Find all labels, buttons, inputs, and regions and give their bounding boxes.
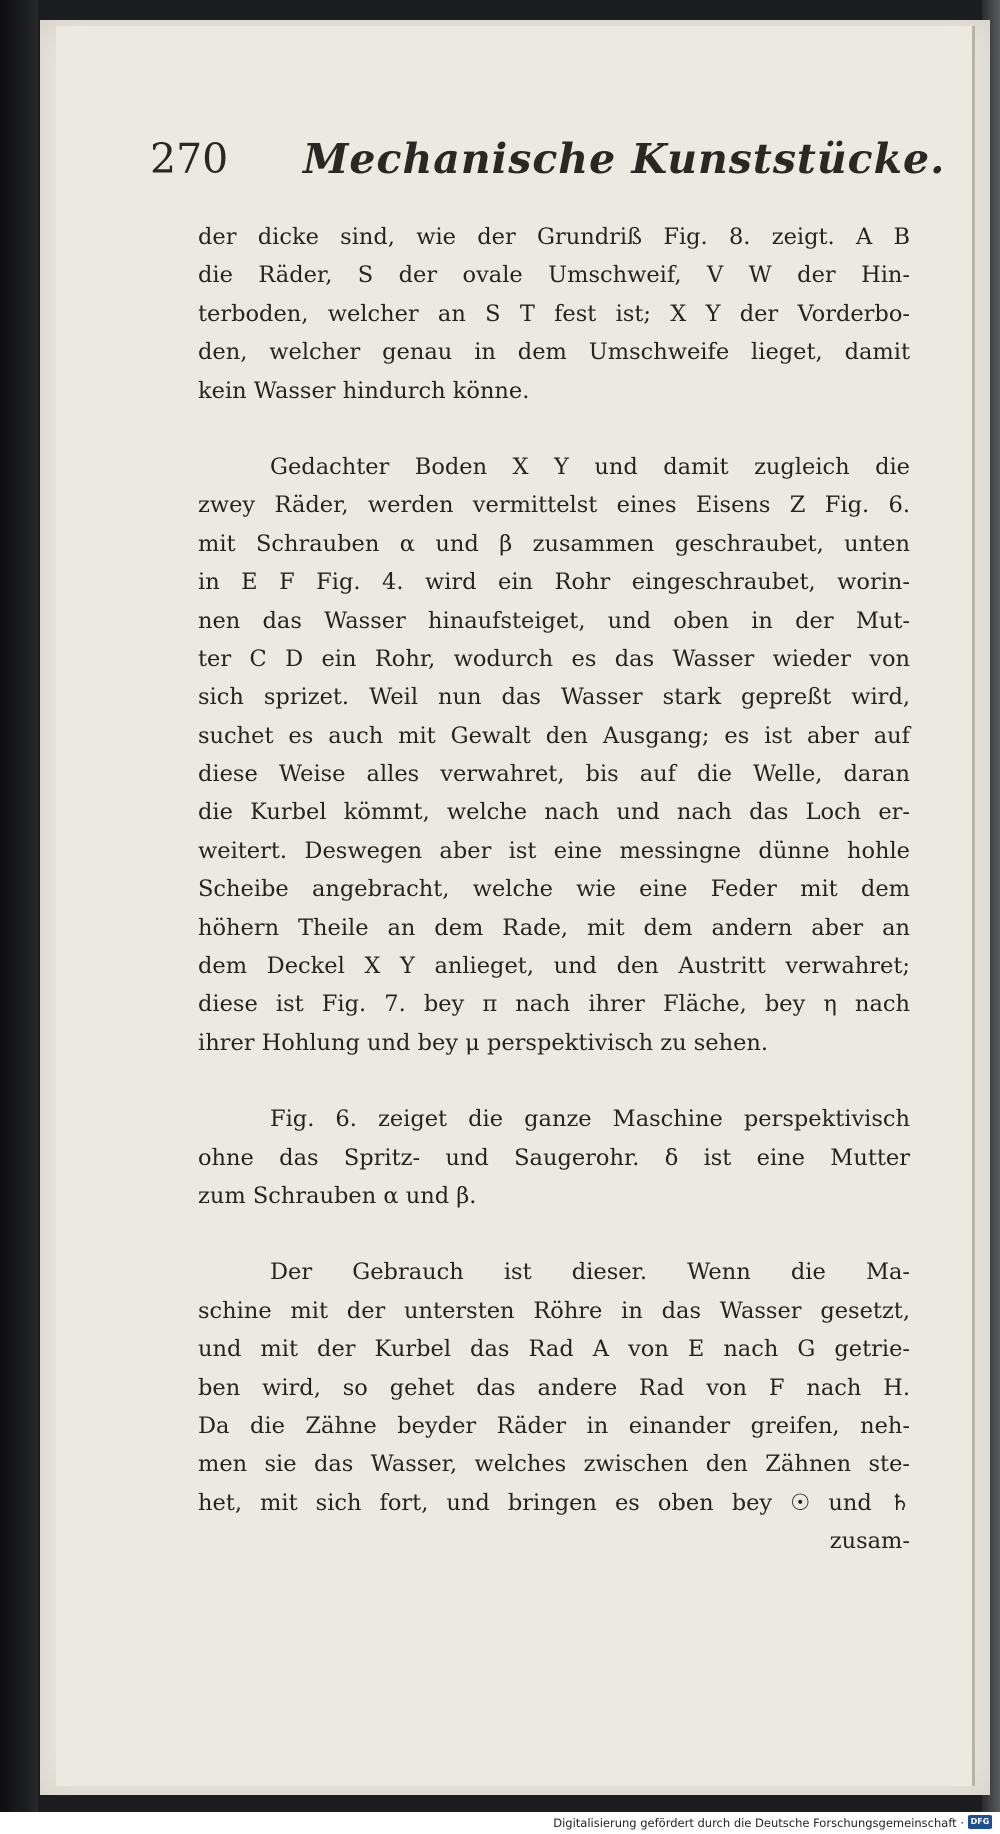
text-line: Gedachter Boden X Y und damit zugleich die bbox=[270, 453, 910, 480]
text-line: ohne das Spritz- und Saugerohr. δ ist eine Mutter bbox=[198, 1144, 910, 1171]
text-line: in E F Fig. 4. wird ein Rohr eingeschraubet, worin- bbox=[198, 569, 910, 596]
body-text bbox=[198, 218, 910, 1561]
text-line: der dicke sind, wie der Grundriß Fig. 8. zeigt. A B bbox=[198, 224, 910, 250]
text-line: Scheibe angebracht, welche wie eine Feder mit dem bbox=[198, 876, 910, 903]
text-line: schine mit der untersten Röhre in das Wasser gesetzt, bbox=[198, 1297, 910, 1324]
text-line: dem Deckel X Y anlieget, und den Austritt verwahret; bbox=[198, 953, 910, 980]
text-line: diese Weise alles verwahret, bis auf die Welle, daran bbox=[198, 761, 910, 788]
text-line: Fig. 6. zeiget die ganze Maschine perspektivisch bbox=[270, 1106, 910, 1133]
text-line: Der Gebrauch ist dieser. Wenn die Ma- bbox=[270, 1259, 910, 1286]
running-title: Mechanische Kunststücke. bbox=[303, 135, 946, 183]
page-header bbox=[150, 135, 946, 195]
text-line: zwey Räder, werden vermittelst eines Eisens Z Fig. 6. bbox=[198, 492, 910, 519]
text-line: ihrer Hohlung und bey μ perspektivisch zu sehen. bbox=[198, 1029, 769, 1056]
paragraph-gap bbox=[198, 1215, 910, 1253]
text-line: die Kurbel kömmt, welche nach und nach das Loch er- bbox=[198, 799, 910, 826]
text-line: und mit der Kurbel das Rad A von E nach G getrie- bbox=[198, 1336, 910, 1363]
text-line: die Räder, S der ovale Umschweif, V W der Hin- bbox=[198, 262, 910, 289]
text-line: den, welcher genau in dem Umschweife lieget, damit bbox=[198, 339, 910, 366]
catchword: zusam- bbox=[829, 1528, 910, 1555]
text-line: men sie das Wasser, welches zwischen den Zähnen ste- bbox=[198, 1451, 910, 1478]
text-line: Da die Zähne beyder Räder in einander greifen, neh- bbox=[198, 1412, 910, 1439]
text-line: mit Schrauben α und β zusammen geschraubet, unten bbox=[198, 530, 910, 557]
page-number: 270 bbox=[150, 135, 229, 183]
text-line: nen das Wasser hinaufsteiget, und oben in der Mut- bbox=[198, 607, 910, 634]
text-line: ben wird, so gehet das andere Rad von F nach H. bbox=[198, 1374, 910, 1401]
text-line: kein Wasser hindurch könne. bbox=[198, 377, 530, 404]
text-line: sich sprizet. Weil nun das Wasser stark gepreßt wird, bbox=[198, 684, 910, 711]
text-line: diese ist Fig. 7. bey π nach ihrer Fläche, bey η nach bbox=[198, 991, 910, 1018]
text-line: suchet es auch mit Gewalt den Ausgang; es ist aber auf bbox=[198, 722, 910, 749]
paragraph-gap bbox=[198, 410, 910, 448]
text-line: weitert. Deswegen aber ist eine messingne dünne hohle bbox=[198, 837, 910, 864]
digitization-credit: Digitalisierung gefördert durch die Deutsche Forschungsgemeinschaft · bbox=[553, 1816, 964, 1830]
text-line: ter C D ein Rohr, wodurch es das Wasser wieder von bbox=[198, 645, 910, 672]
paragraph-gap bbox=[198, 1062, 910, 1100]
text-line: zum Schrauben α und β. bbox=[198, 1182, 477, 1209]
dfg-logo-icon: DFG bbox=[968, 1815, 992, 1829]
scan-left-edge bbox=[0, 0, 38, 1812]
text-line: het, mit sich fort, und bringen es oben bey ☉ und ♄ bbox=[198, 1489, 910, 1516]
text-line: höhern Theile an dem Rade, mit dem andern aber an bbox=[198, 914, 910, 941]
text-line: terboden, welcher an S T fest ist; X Y der Vorderbo- bbox=[198, 300, 910, 327]
